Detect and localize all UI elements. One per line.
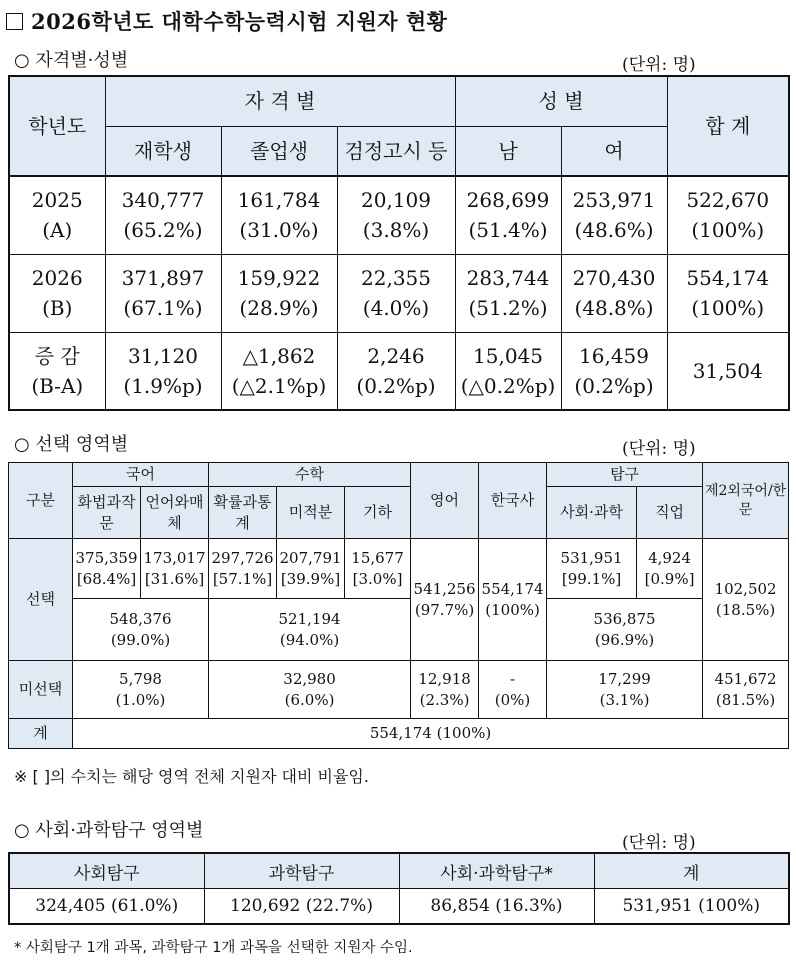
row-label-total: 계 <box>9 719 73 749</box>
cell: 159,922 (28.9%) <box>221 254 337 332</box>
cell: 531,951 [99.1%] <box>547 539 637 599</box>
cell: 15,677 [3.0%] <box>345 539 411 599</box>
row-label: 2026 (B) <box>9 254 105 332</box>
note-bracket: ※ [ ]의 수치는 해당 영역 전체 지원자 대비 비율임. <box>14 767 369 786</box>
unit-label-3: (단위: 명) <box>622 833 696 853</box>
cell-total: 554,174 (100%) <box>73 719 789 749</box>
cell-math-unselected: 32,980 (6.0%) <box>209 661 411 719</box>
header-social-science-both: 사회·과학탐구* <box>399 853 594 889</box>
row-label-selected: 선택 <box>9 539 73 661</box>
header-female: 여 <box>561 126 667 176</box>
table-row <box>9 719 789 749</box>
row-label-unselected: 미선택 <box>9 661 73 719</box>
cell: 554,174 (100%) <box>667 254 789 332</box>
cell-english-unselected: 12,918 (2.3%) <box>411 661 479 719</box>
header-enrolled: 재학생 <box>105 126 221 176</box>
header-year: 학년도 <box>9 76 105 176</box>
header-total: 합 계 <box>667 76 789 176</box>
cell: 15,045 (△0.2%p) <box>455 332 561 410</box>
cell-foreign-selected: 102,502 (18.5%) <box>703 539 789 661</box>
cell: 324,405 (61.0%) <box>9 889 204 925</box>
header-geometry: 기하 <box>345 487 411 539</box>
table-row <box>9 254 789 332</box>
cell: 161,784 (31.0%) <box>221 176 337 254</box>
header-gender: 성 별 <box>455 76 667 126</box>
cell: 270,430 (48.8%) <box>561 254 667 332</box>
cell-inquiry-selected: 536,875 (96.9%) <box>547 599 703 661</box>
cell: 283,744 (51.2%) <box>455 254 561 332</box>
cell: 22,355 (4.0%) <box>337 254 455 332</box>
cell: 4,924 [0.9%] <box>637 539 703 599</box>
header-qualification: 자 격 별 <box>105 76 455 126</box>
header-vocational: 직업 <box>637 487 703 539</box>
cell: 340,777 (65.2%) <box>105 176 221 254</box>
cell: 268,699 (51.4%) <box>455 176 561 254</box>
section-heading-social-science: ○ 사회·과학탐구 영역별 <box>14 820 204 841</box>
cell: 16,459 (0.2%p) <box>561 332 667 410</box>
table-row <box>9 599 789 661</box>
header-math: 수학 <box>209 463 411 487</box>
header-science: 과학탐구 <box>204 853 399 889</box>
cell: 2,246 (0.2%p) <box>337 332 455 410</box>
header-male: 남 <box>455 126 561 176</box>
checkbox-square <box>6 13 23 30</box>
qualification-gender-table <box>8 75 790 411</box>
cell: 31,120 (1.9%p) <box>105 332 221 410</box>
cell: 120,692 (22.7%) <box>204 889 399 925</box>
header-probability: 확률과통계 <box>209 487 277 539</box>
cell: 253,971 (48.6%) <box>561 176 667 254</box>
header-sum: 계 <box>594 853 789 889</box>
cell: △1,862 (△2.1%p) <box>221 332 337 410</box>
cell-english-selected: 541,256 (97.7%) <box>411 539 479 661</box>
social-science-table <box>8 852 790 925</box>
section-heading-selection: ○ 선택 영역별 <box>14 434 129 455</box>
header-korean: 국어 <box>73 463 209 487</box>
header-history: 한국사 <box>479 463 547 539</box>
cell: 297,726 [57.1%] <box>209 539 277 599</box>
cell: 173,017 [31.6%] <box>141 539 209 599</box>
cell: 371,897 (67.1%) <box>105 254 221 332</box>
header-english: 영어 <box>411 463 479 539</box>
cell: 20,109 (3.8%) <box>337 176 455 254</box>
row-label: 증 감 (B-A) <box>9 332 105 410</box>
row-label: 2025 (A) <box>9 176 105 254</box>
note-asterisk: * 사회탐구 1개 과목, 과학탐구 1개 과목을 선택한 지원자 수임. <box>14 940 413 956</box>
section-heading-qualification: ○ 자격별·성별 <box>14 50 129 71</box>
cell: 207,791 [39.9%] <box>277 539 345 599</box>
header-foreign: 제2외국어/한문 <box>703 463 789 539</box>
cell: 522,670 (100%) <box>667 176 789 254</box>
table-row <box>9 889 789 925</box>
cell: 531,951 (100%) <box>594 889 789 925</box>
unit-label-1: (단위: 명) <box>622 55 696 75</box>
cell-korean-unselected: 5,798 (1.0%) <box>73 661 209 719</box>
cell-history-unselected: - (0%) <box>479 661 547 719</box>
selection-area-table <box>8 462 789 749</box>
header-gubun: 구분 <box>9 463 73 539</box>
header-ged: 검정고시 등 <box>337 126 455 176</box>
cell-foreign-unselected: 451,672 (81.5%) <box>703 661 789 719</box>
header-graduate: 졸업생 <box>221 126 337 176</box>
table-row <box>9 539 789 599</box>
cell-math-selected: 521,194 (94.0%) <box>209 599 411 661</box>
cell: 375,359 [68.4%] <box>73 539 141 599</box>
page-title: 2026학년도 대학수학능력시험 지원자 현황 <box>6 6 447 36</box>
cell: 31,504 <box>667 332 789 410</box>
table-row <box>9 661 789 719</box>
header-speech-writing: 화법과작문 <box>73 487 141 539</box>
header-inquiry: 탐구 <box>547 463 703 487</box>
cell: 86,854 (16.3%) <box>399 889 594 925</box>
cell-korean-selected: 548,376 (99.0%) <box>73 599 209 661</box>
unit-label-2: (단위: 명) <box>622 439 696 459</box>
header-language-media: 언어와매체 <box>141 487 209 539</box>
table-row <box>9 176 789 254</box>
cell-inquiry-unselected: 17,299 (3.1%) <box>547 661 703 719</box>
header-calculus: 미적분 <box>277 487 345 539</box>
header-social-science: 사회·과학 <box>547 487 637 539</box>
table-row <box>9 332 789 410</box>
header-social: 사회탐구 <box>9 853 204 889</box>
cell-history-selected: 554,174 (100%) <box>479 539 547 661</box>
